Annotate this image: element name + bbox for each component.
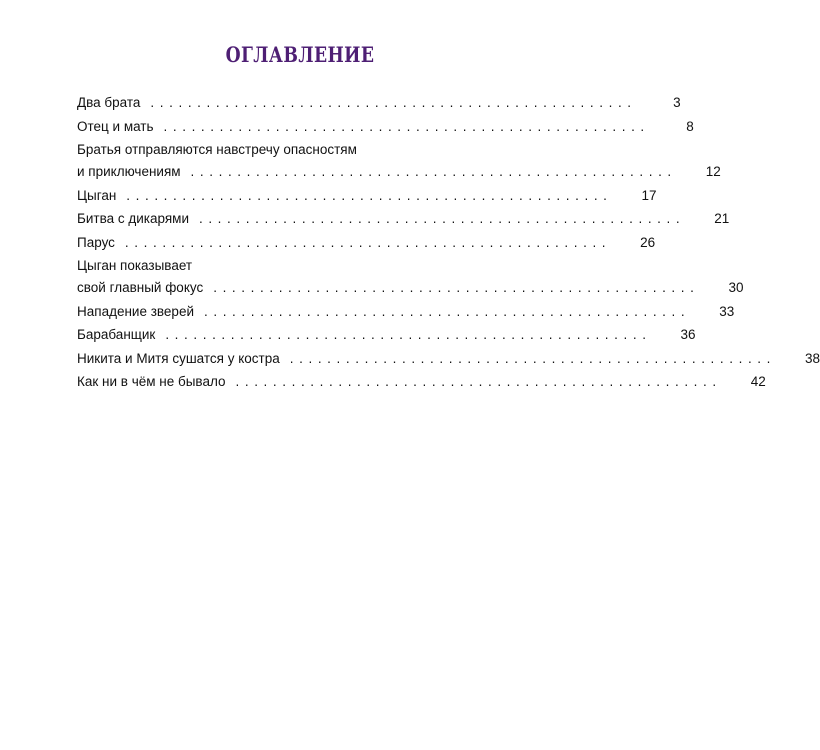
toc-page-number: 8 xyxy=(686,118,694,134)
toc-entry-title: Цыган xyxy=(77,187,117,203)
toc-entry-title: Битва с дикарями xyxy=(77,211,189,226)
toc-entry-title: Барабанщик xyxy=(77,327,156,342)
toc-page-number: 17 xyxy=(641,187,657,203)
toc-page-number: 38 xyxy=(804,350,820,366)
toc-page-number: 21 xyxy=(714,211,730,226)
toc-page-number: 12 xyxy=(705,164,721,179)
toc-entry[interactable] xyxy=(77,348,820,370)
dot-leader: .................................................... xyxy=(126,187,613,203)
toc-entry-title: и приключениям xyxy=(77,164,181,179)
dot-leader: .................................................... xyxy=(204,303,691,319)
dot-leader: .................................................... xyxy=(235,374,722,389)
toc-entry-title: Отец и мать xyxy=(77,118,154,134)
toc-entry[interactable] xyxy=(77,139,721,183)
toc-page-number: 36 xyxy=(680,327,696,342)
page-title: ОГЛАВЛЕНИЕ xyxy=(225,42,375,67)
toc-entry[interactable] xyxy=(77,371,766,393)
toc-entry[interactable] xyxy=(77,92,681,114)
toc-entry-title: Парус xyxy=(77,234,115,250)
toc-page-number: 30 xyxy=(728,280,744,295)
toc-entry[interactable] xyxy=(77,116,694,138)
toc-entry-title-line: Цыган показывает xyxy=(77,258,193,273)
dot-leader: .................................................... xyxy=(213,280,700,295)
dot-leader: .................................................... xyxy=(165,327,652,342)
toc-entry-title: Два брата xyxy=(77,95,141,110)
toc-entry-title: Нападение зверей xyxy=(77,303,194,319)
table-of-contents xyxy=(77,92,820,395)
dot-leader: .................................................... xyxy=(150,95,637,110)
toc-entry-title: свой главный фокус xyxy=(77,280,204,295)
dot-leader: .................................................... xyxy=(124,234,612,250)
dot-leader: .................................................... xyxy=(163,118,650,134)
toc-entry[interactable] xyxy=(77,232,656,254)
toc-entry[interactable] xyxy=(77,255,744,299)
toc-entry[interactable] xyxy=(77,324,696,346)
toc-entry[interactable] xyxy=(77,185,657,207)
dot-leader: .................................................... xyxy=(289,350,777,366)
toc-entry-title: Никита и Митя сушатся у костра xyxy=(77,350,280,366)
toc-entry[interactable] xyxy=(77,208,730,230)
toc-page-number: 3 xyxy=(673,95,681,110)
toc-entry-title-line: Братья отправляются навстречу опасностям xyxy=(77,142,357,157)
toc-entry-title: Как ни в чём не бывало xyxy=(77,374,226,389)
dot-leader: .................................................... xyxy=(190,164,677,179)
toc-page-number: 26 xyxy=(640,234,656,250)
toc-page-number: 42 xyxy=(750,374,766,389)
toc-entry[interactable] xyxy=(77,301,735,323)
toc-page-number: 33 xyxy=(719,303,735,319)
dot-leader: .................................................... xyxy=(198,211,686,226)
